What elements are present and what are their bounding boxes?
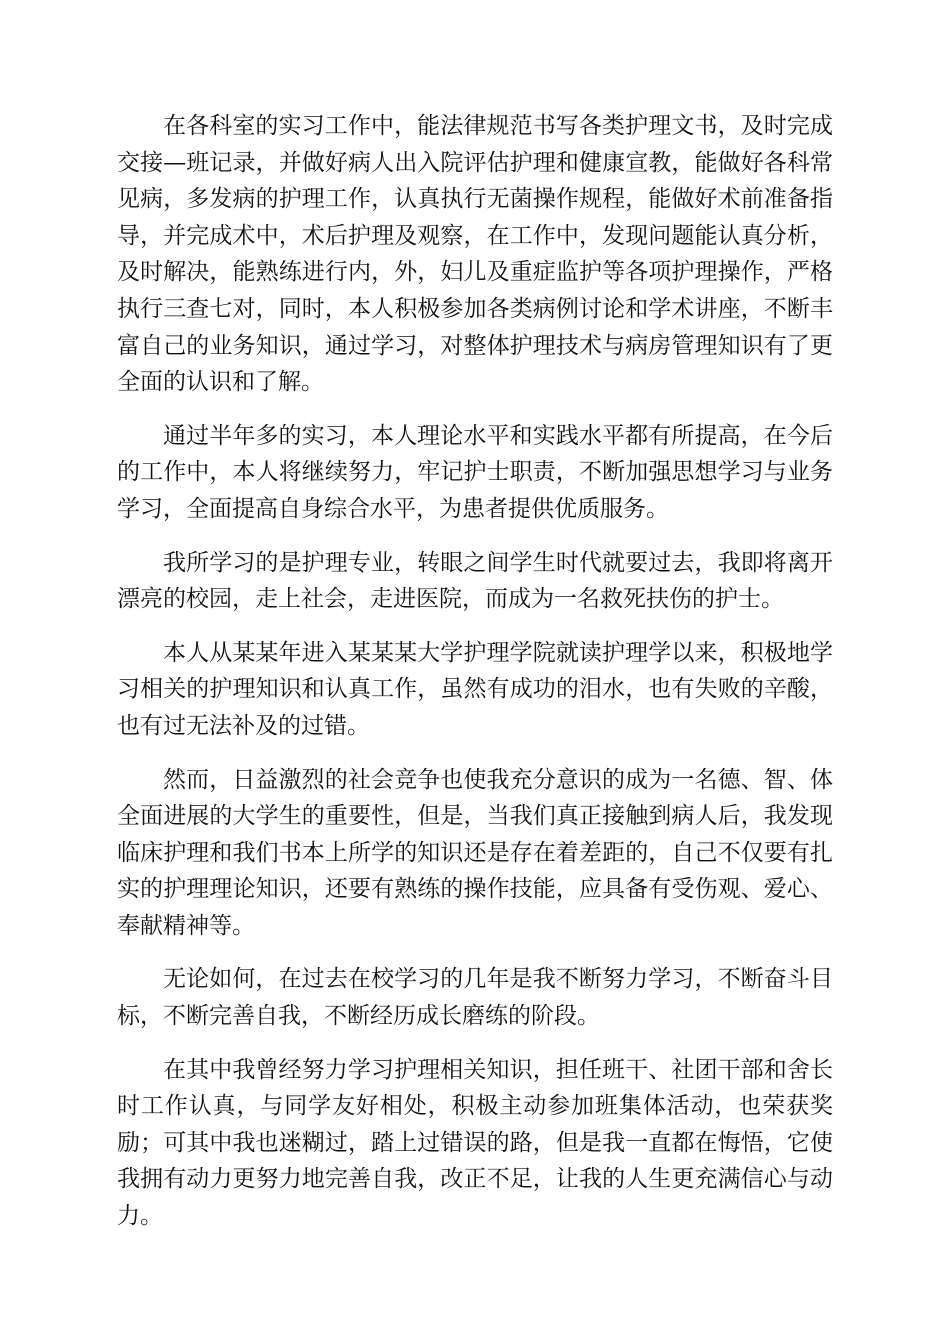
paragraph-nursing-major: 我所学习的是护理专业，转眼之间学生时代就要过去，我即将离开漂亮的校园，走上社会，走进医院，而成为一名救死扶伤的护士。 [117,549,833,613]
paragraph-school-years: 无论如何，在过去在校学习的几年是我不断努力学习，不断奋斗目标，不断完善自我，不断经历成长磨练的阶段。 [117,966,833,1030]
paragraph-university-study: 本人从某某年进入某某某大学护理学院就读护理学以来，积极地学习相关的护理知识和认真工作，虽然有成功的泪水，也有失败的辛酸，也有过无法补及的过错。 [117,639,833,739]
paragraph-social-competition: 然而，日益激烈的社会竞争也使我充分意识的成为一名德、智、体全面进展的大学生的重要性，但是，当我们真正接触到病人后，我发现临床护理和我们书本上所学的知识还是存在着差距的，自己不仅要有扎实的护理理论知识，还要有熟练的操作技能，应具备有受伤观、爱心、奉献精神等。 [117,766,833,939]
document-page [117,108,833,1252]
paragraph-experience: 在其中我曾经努力学习护理相关知识，担任班干、社团干部和舍长时工作认真，与同学友好相处，积极主动参加班集体活动，也荣获奖励；可其中我也迷糊过，踏上过错误的路，但是我一直都在悔悟，它使我拥有动力更努力地完善自我，改正不足，让我的人生更充满信心与动力。 [117,1056,833,1230]
paragraph-improvement: 通过半年多的实习，本人理论水平和实践水平都有所提高，在今后的工作中，本人将继续努力，牢记护士职责，不断加强思想学习与业务学习，全面提高自身综合水平，为患者提供优质服务。 [117,422,833,522]
paragraph-internship-work: 在各科室的实习工作中，能法律规范书写各类护理文书，及时完成交接—班记录，并做好病人出入院评估护理和健康宣教，能做好各科常见病，多发病的护理工作，认真执行无菌操作规程，能做好术前准备指导，并完成术中，术后护理及观察，在工作中，发现问题能认真分析，及时解决，能熟练进行内，外，妇儿及重症监护等各项护理操作，严格执行三查七对，同时，本人积极参加各类病例讨论和学术讲座，不断丰富自己的业务知识，通过学习，对整体护理技术与病房管理知识有了更全面的认识和了解。 [117,113,833,396]
